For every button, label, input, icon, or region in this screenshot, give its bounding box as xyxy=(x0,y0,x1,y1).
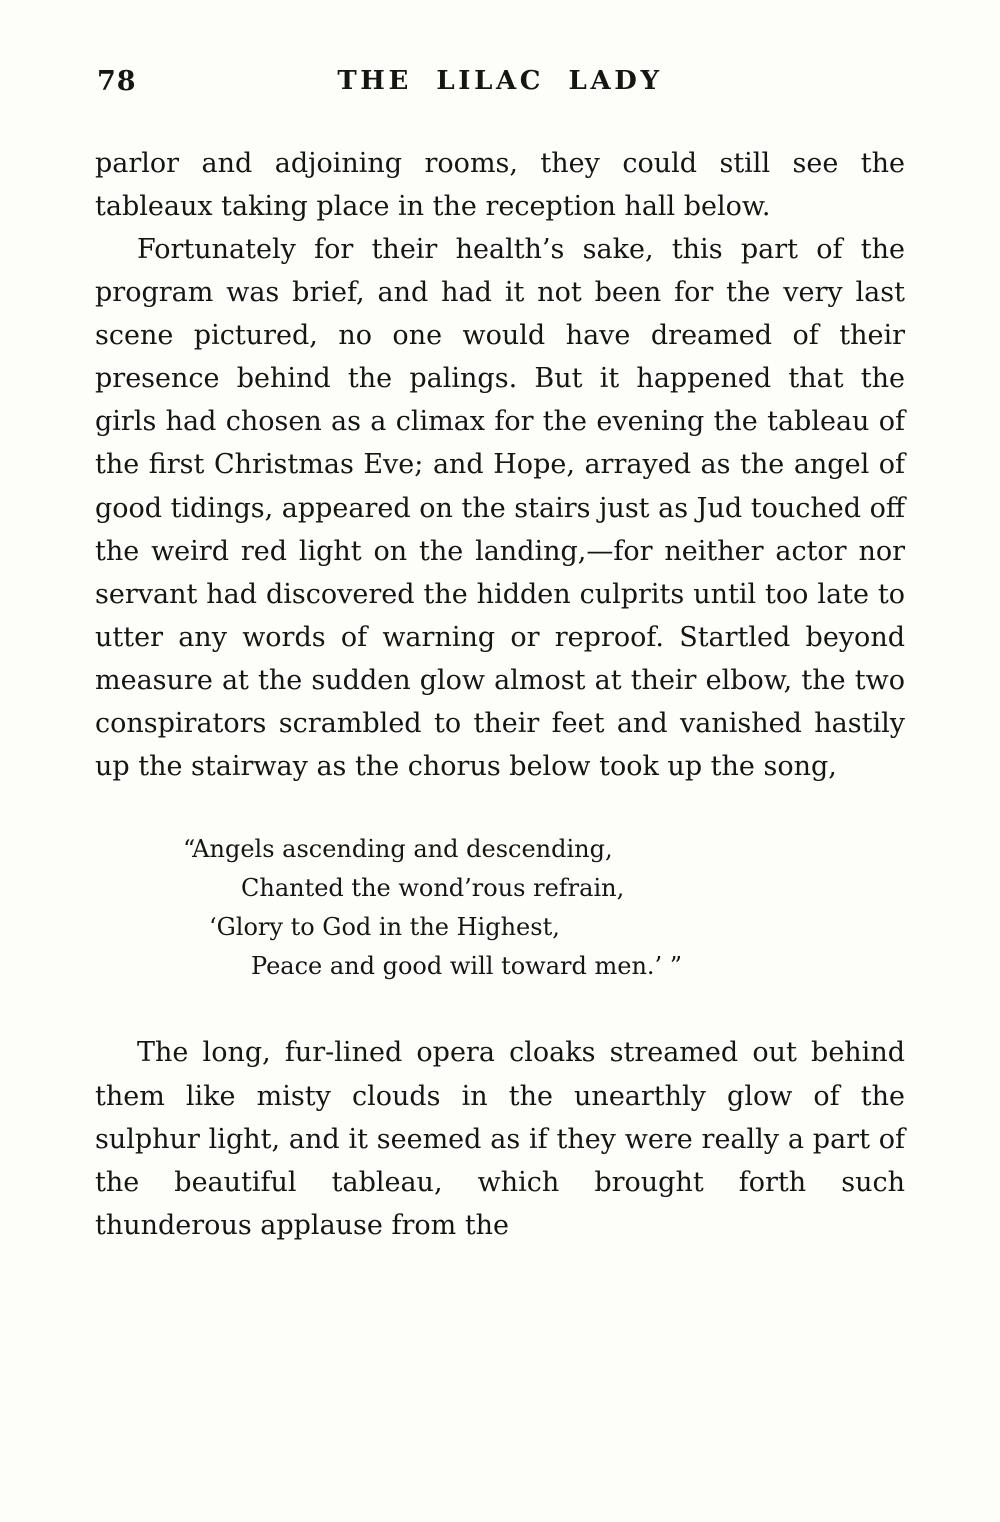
verse-line: ‘Glory to God in the Highest, xyxy=(209,912,560,941)
verse-line: Chanted the wond’rous refrain, xyxy=(241,873,625,902)
verse-line: “Angels ascending and descending, xyxy=(183,834,613,863)
paragraph-continuation: parlor and adjoining rooms, they could still see the tableaux taking place in the reception hall below. xyxy=(95,148,905,223)
verse-block xyxy=(183,830,905,986)
verse-line: Peace and good will toward men.’ ” xyxy=(251,951,683,980)
paragraph: Fortunately for their health’s sake, this part of the program was brief, and had it not been for the very last scene pictured, no one would have dreamed of their presence behind the palings. But it happened that the girls had chosen as a climax for the evening the tableau of the first Christmas Eve; and Hope, arrayed as the angel of good tidings, appeared on the stairs just as Jud touched off the weird red light on the landing,—for neither actor nor servant had discovered the hidden culprits until too late to utter any words of warning or reproof. Startled beyond measure at the sudden glow almost at their elbow, the two conspirators scrambled to their feet and vanished hastily up the stairway as the chorus below took up the song, xyxy=(95,234,906,782)
page-number: 78 xyxy=(97,66,137,97)
page-body xyxy=(95,142,905,1247)
running-title: THE LILAC LADY xyxy=(337,66,663,96)
page-header xyxy=(95,66,905,112)
paragraph: The long, fur-lined opera cloaks streamed out behind them like misty clouds in the unearthly glow of the sulphur light, and it seemed as if they were really a part of the beautiful tableau, which brought forth such thunderous applause from the xyxy=(95,1037,905,1241)
